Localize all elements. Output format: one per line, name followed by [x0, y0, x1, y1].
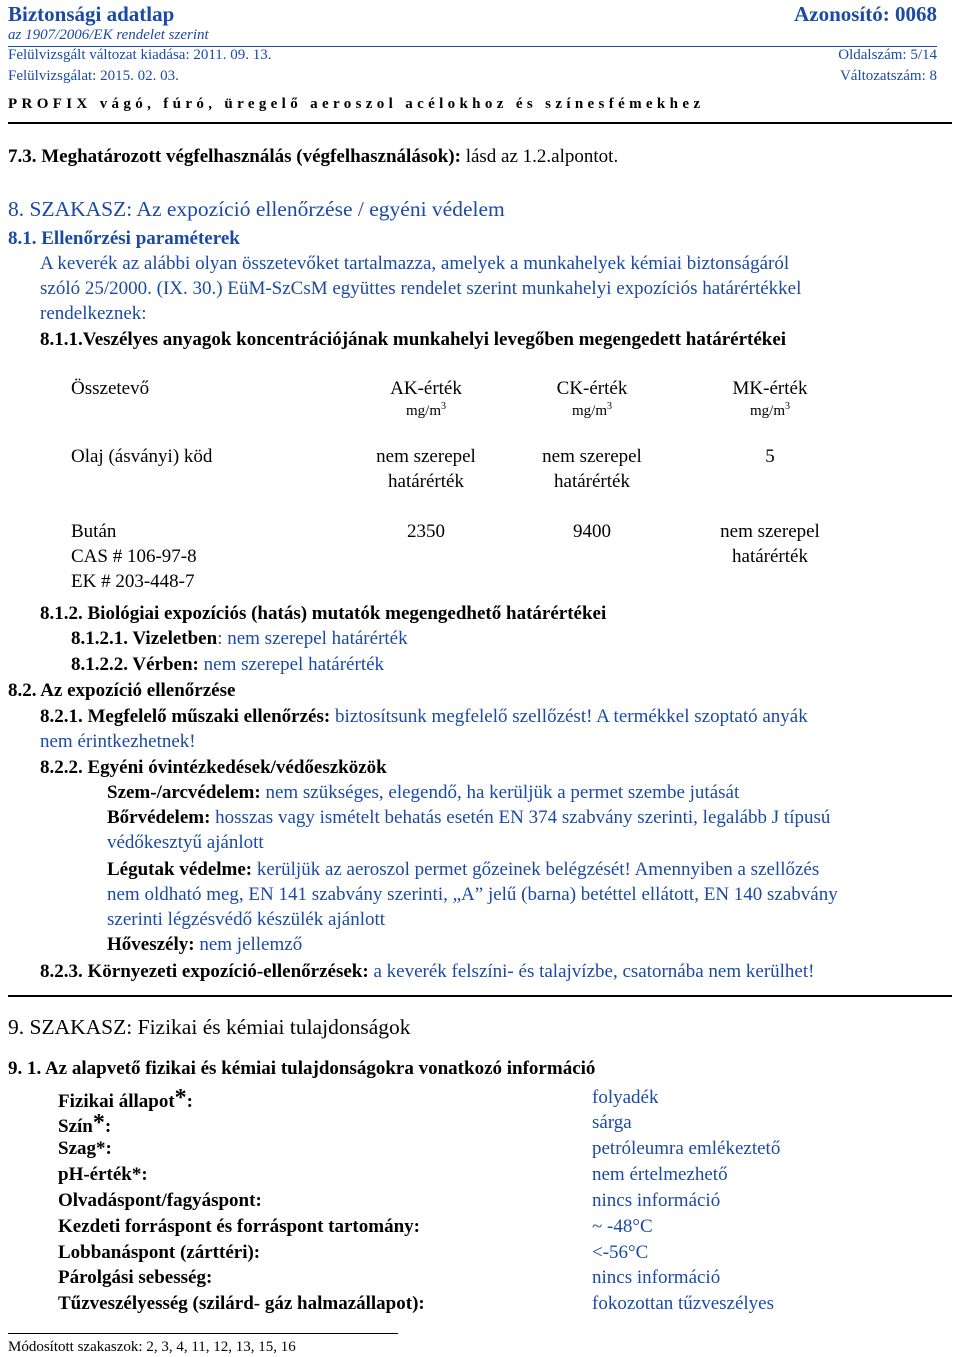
row2-mk-1: nem szerepel	[720, 521, 820, 542]
prop-value-boiling-point: ~ -48°C	[592, 1216, 653, 1237]
review-date: Felülvizsgálat: 2015. 02. 03.	[8, 68, 179, 84]
prop-value-flash-point: <-56°C	[592, 1242, 649, 1263]
col-header-ck: CK-érték	[556, 378, 628, 399]
section-9-title: 9. SZAKASZ: Fizikai és kémiai tulajdonságok	[8, 1015, 411, 1039]
prop-value-flammability: fokozottan tűzveszélyes	[592, 1293, 775, 1314]
section-8-2-title: 8.2. Az expozíció ellenőrzése	[8, 680, 236, 701]
prop-label-odor: Szag*:	[58, 1138, 112, 1159]
section-8-1-title: 8.1. Ellenőrzési paraméterek	[8, 228, 240, 249]
prop-value-color: sárga	[592, 1112, 632, 1133]
section-8-1-2-2: 8.1.2.2. Vérben: nem szerepel határérték	[71, 654, 385, 675]
prop-value-odor: petróleumra emlékeztető	[592, 1138, 781, 1159]
section-8-1-1-title: 8.1.1.Veszélyes anyagok koncentrációjának munkahelyi levegőben megengedett határértékei	[40, 329, 787, 350]
respiratory-protection-cont-1: nem oldható meg, EN 141 szabvány szerinti, „A” jelű (barna) betéttel ellátott, EN 140 szabvány	[107, 884, 838, 905]
footer-divider	[8, 1333, 398, 1334]
prop-value-physical-state: folyadék	[592, 1087, 659, 1108]
section-8-1-2-title: 8.1.2. Biológiai expozíciós (hatás) mutatók megengedhető határértékei	[40, 603, 607, 624]
prop-value-ph: nem értelmezhető	[592, 1164, 728, 1185]
section-8-2-1-cont: nem érintkezhetnek!	[40, 731, 196, 752]
section-8-1-text-3: rendelkeznek:	[40, 303, 147, 324]
prop-label-evaporation-rate: Párolgási sebesség:	[58, 1267, 213, 1288]
section-8-1-text-1: A keverék az alábbi olyan összetevőket tartalmazza, amelyek a munkahelyek kémiai biztonságáról	[40, 253, 790, 274]
thermal-hazard: Hőveszély: nem jellemző	[107, 934, 303, 955]
eye-protection: Szem-/arcvédelem: nem szükséges, elegendő, ha kerüljük a permet szembe jutását	[107, 782, 740, 803]
section-7-3-value: lásd az 1.2.alpontot.	[460, 146, 619, 167]
prop-label-physical-state: Fizikai állapot*:	[58, 1085, 193, 1112]
section-8-1-2-1: 8.1.2.1. Vizeletben: nem szerepel határérték	[71, 628, 408, 649]
prop-label-ph: pH-érték*:	[58, 1164, 148, 1185]
section-8-2-2-title: 8.2.2. Egyéni óvintézkedések/védőeszközök	[40, 757, 387, 778]
unit-mk: $mg/m^3$	[749, 401, 790, 419]
regulation-ref: az 1907/2006/EK rendelet szerint	[8, 27, 209, 43]
section-8-title: 8. SZAKASZ: Az expozíció ellenőrzése / egyéni védelem	[8, 197, 505, 221]
unit-ck: $mg/m^3$	[571, 401, 612, 419]
prop-label-melting-point: Olvadáspont/fagyáspont:	[58, 1190, 262, 1211]
doc-title: Biztonsági adatlap	[8, 2, 175, 26]
respiratory-protection: Légutak védelme: kerüljük az aeroszol permet gőzeinek belégzését! Amennyiben a szellőzés	[107, 859, 820, 880]
respiratory-protection-cont-2: szerinti légzésvédő készülék ajánlott	[107, 909, 386, 930]
col-header-component: Összetevő	[71, 378, 150, 399]
row1-ak-1: nem szerepel	[376, 446, 476, 467]
prop-label-flash-point: Lobbanáspont (zárttéri):	[58, 1242, 261, 1263]
page-number: Oldalszám: 5/14	[838, 47, 937, 63]
unit-ak: $mg/m^3$	[405, 401, 446, 419]
row1-ck-2: határérték	[554, 471, 630, 492]
footer-modified-sections: Módosított szakaszok: 2, 3, 4, 11, 12, 13, 15, 16	[8, 1339, 296, 1355]
row1-mk: 5	[765, 446, 775, 467]
row1-ak-2: határérték	[388, 471, 464, 492]
section-7-3-label: 7.3. Meghatározott végfelhasználás (végfelhasználások):	[8, 146, 461, 167]
row1-name: Olaj (ásványi) köd	[71, 446, 213, 467]
row2-ak: 2350	[407, 521, 445, 542]
row1-ck-1: nem szerepel	[542, 446, 642, 467]
row2-mk-2: határérték	[732, 546, 808, 567]
prop-value-melting-point: nincs információ	[592, 1190, 721, 1211]
product-name: PROFIX vágó, fúró, üregelő aeroszol acélokhoz és színesfémekhez	[8, 96, 705, 112]
col-header-ak: AK-érték	[390, 378, 462, 399]
prop-label-color: Szín*:	[58, 1110, 112, 1137]
section-divider	[8, 995, 952, 997]
section-9-1-title: 9. 1. Az alapvető fizikai és kémiai tulajdonságokra vonatkozó információ	[8, 1058, 596, 1079]
revised-issue: Felülvizsgált változat kiadása: 2011. 09. 13.	[8, 47, 272, 63]
skin-protection: Bőrvédelem: hosszas vagy ismételt behatás esetén EN 374 szabvány szerinti, legalább J típusú	[107, 807, 831, 828]
row2-name: Bután	[71, 521, 117, 542]
row2-ek: EK # 203-448-7	[71, 571, 195, 592]
prop-label-flammability: Tűzveszélyesség (szilárd- gáz halmazállapot):	[58, 1293, 425, 1314]
prop-value-evaporation-rate: nincs információ	[592, 1267, 721, 1288]
section-8-2-3: 8.2.3. Környezeti expozíció-ellenőrzések: a keverék felszíni- és talajvízbe, csatornába nem kerülhet!	[40, 961, 815, 982]
version-number: Változatszám: 8	[839, 68, 937, 84]
col-header-mk: MK-érték	[732, 378, 808, 399]
prop-label-boiling-point: Kezdeti forráspont és forráspont tartomány:	[58, 1216, 420, 1237]
section-8-2-1: 8.2.1. Megfelelő műszaki ellenőrzés: biztosítsunk megfelelő szellőzést! A termékkel szoptató anyák	[40, 706, 808, 727]
skin-protection-cont: védőkesztyű ajánlott	[107, 832, 264, 853]
doc-id: Azonosító: 0068	[794, 2, 937, 26]
row2-cas: CAS # 106-97-8	[71, 546, 197, 567]
section-8-1-text-2: szóló 25/2000. (IX. 30.) EüM-SzCsM együttes rendelet szerint munkahelyi expozíciós határértékkel	[40, 278, 802, 299]
row2-ck: 9400	[573, 521, 611, 542]
header-rule	[8, 122, 952, 124]
section-7-3	[8, 146, 618, 168]
